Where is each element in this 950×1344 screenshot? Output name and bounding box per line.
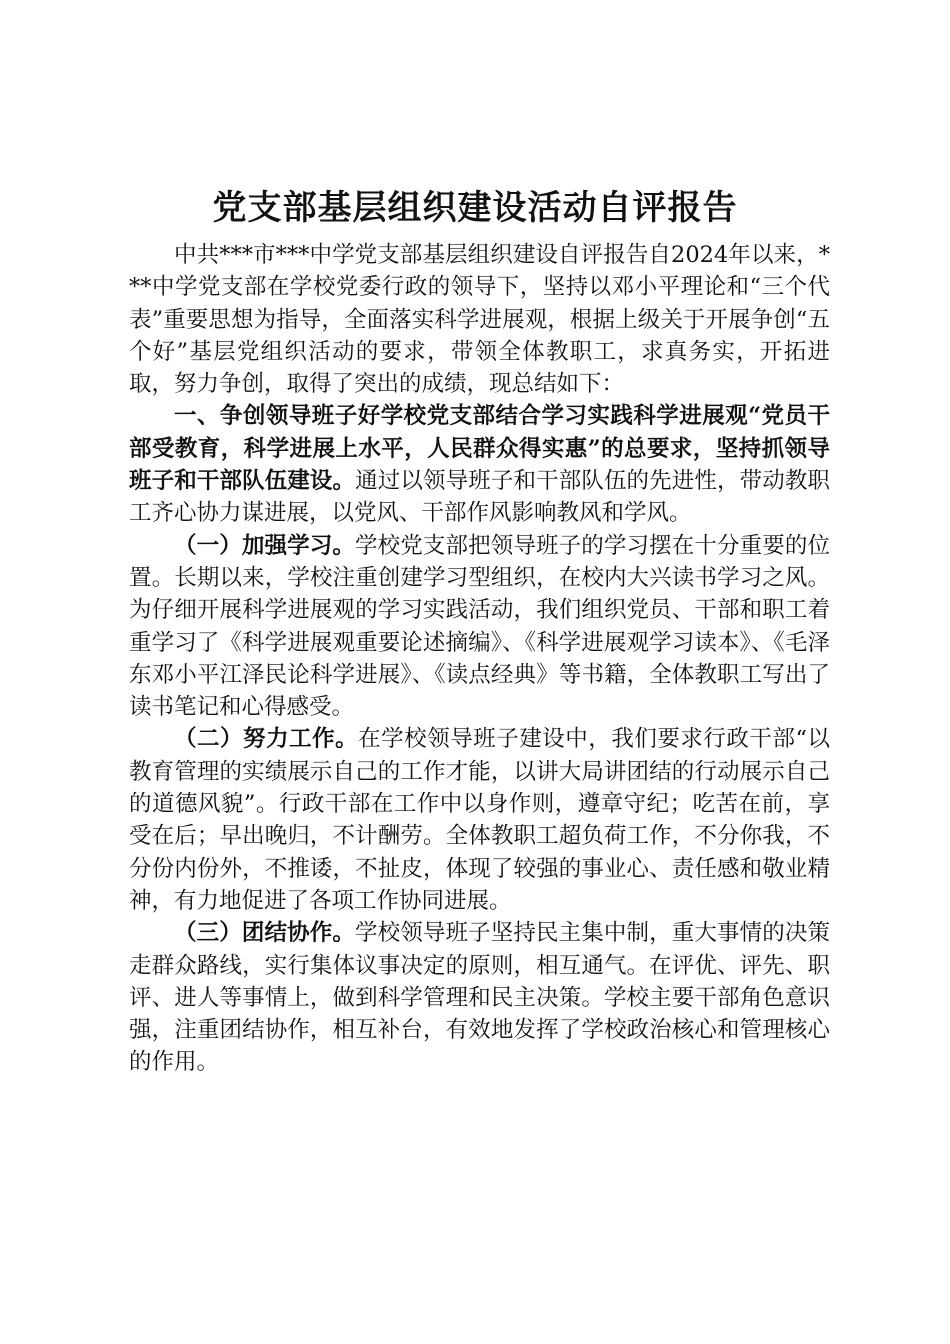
- document-body: [129, 239, 830, 1079]
- item-1-heading: （一）加强学习。: [174, 532, 355, 559]
- item-2-heading: （二）努力工作。: [174, 726, 359, 753]
- document-title: 党支部基层组织建设活动自评报告: [212, 188, 738, 228]
- section-1-paragraph: [129, 400, 830, 529]
- item-2-paragraph: [129, 723, 830, 917]
- item-3-paragraph: [129, 917, 830, 1078]
- item-1-paragraph: [129, 530, 830, 724]
- section-1-heading: 一、争创领导班子好学校党支部结合学习实践科学进展观“党员干部受教育，科学进展上水平，人民群众得实惠”的总要求，坚持抓领导班子和干部队伍建设。: [129, 403, 830, 495]
- item-2-text: 在学校领导班子建设中，我们要求行政干部“以教育管理的实绩展示自己的工作才能，以讲大局讲团结的行动展示自己的道德风貌”。行政干部在工作中以身作则，遵章守纪；吃苦在前，享受在后；早出晚归，不计酬劳。全体教职工超负荷工作，不分你我，不分份内份外，不推诿，不扯皮，体现了较强的事业心、责任感和敬业精神，有力地促进了各项工作协同进展。: [129, 726, 830, 914]
- intro-paragraph: 中共***市***中学党支部基层组织建设自评报告自2024年以来，***中学党支部在学校党委行政的领导下，坚持以邓小平理论和“三个代表”重要思想为指导，全面落实科学进展观，根据上级关于开展争创“五个好”基层党组织活动的要求，带领全体教职工，求真务实，开拓进取，努力争创，取得了突出的成绩，现总结如下：: [129, 242, 830, 398]
- item-1-text: 学校党支部把领导班子的学习摆在十分重要的位置。长期以来，学校注重创建学习型组织，在校内大兴读书学习之风。为仔细开展科学进展观的学习实践活动，我们组织党员、干部和职工着重学习了《科学进展观重要论述摘编》、《科学进展观学习读本》、《毛泽东邓小平江泽民论科学进展》、《读点经典》等书籍，全体教职工写出了读书笔记和心得感受。: [129, 532, 830, 721]
- section-1-text: 通过以领导班子和干部队伍的先进性，带动教职工齐心协力谋进展，以党风、干部作风影响教风和学风。: [129, 468, 830, 527]
- item-3-text: 学校领导班子坚持民主集中制，重大事情的决策走群众路线，实行集体议事决定的原则，相互通气。在评优、评先、职评、进人等事情上，做到科学管理和民主决策。学校主要干部角色意识强，注重团结协作，相互补台，有效地发挥了学校政治核心和管理核心的作用。: [129, 920, 830, 1076]
- item-3-heading: （三）团结协作。: [174, 920, 355, 947]
